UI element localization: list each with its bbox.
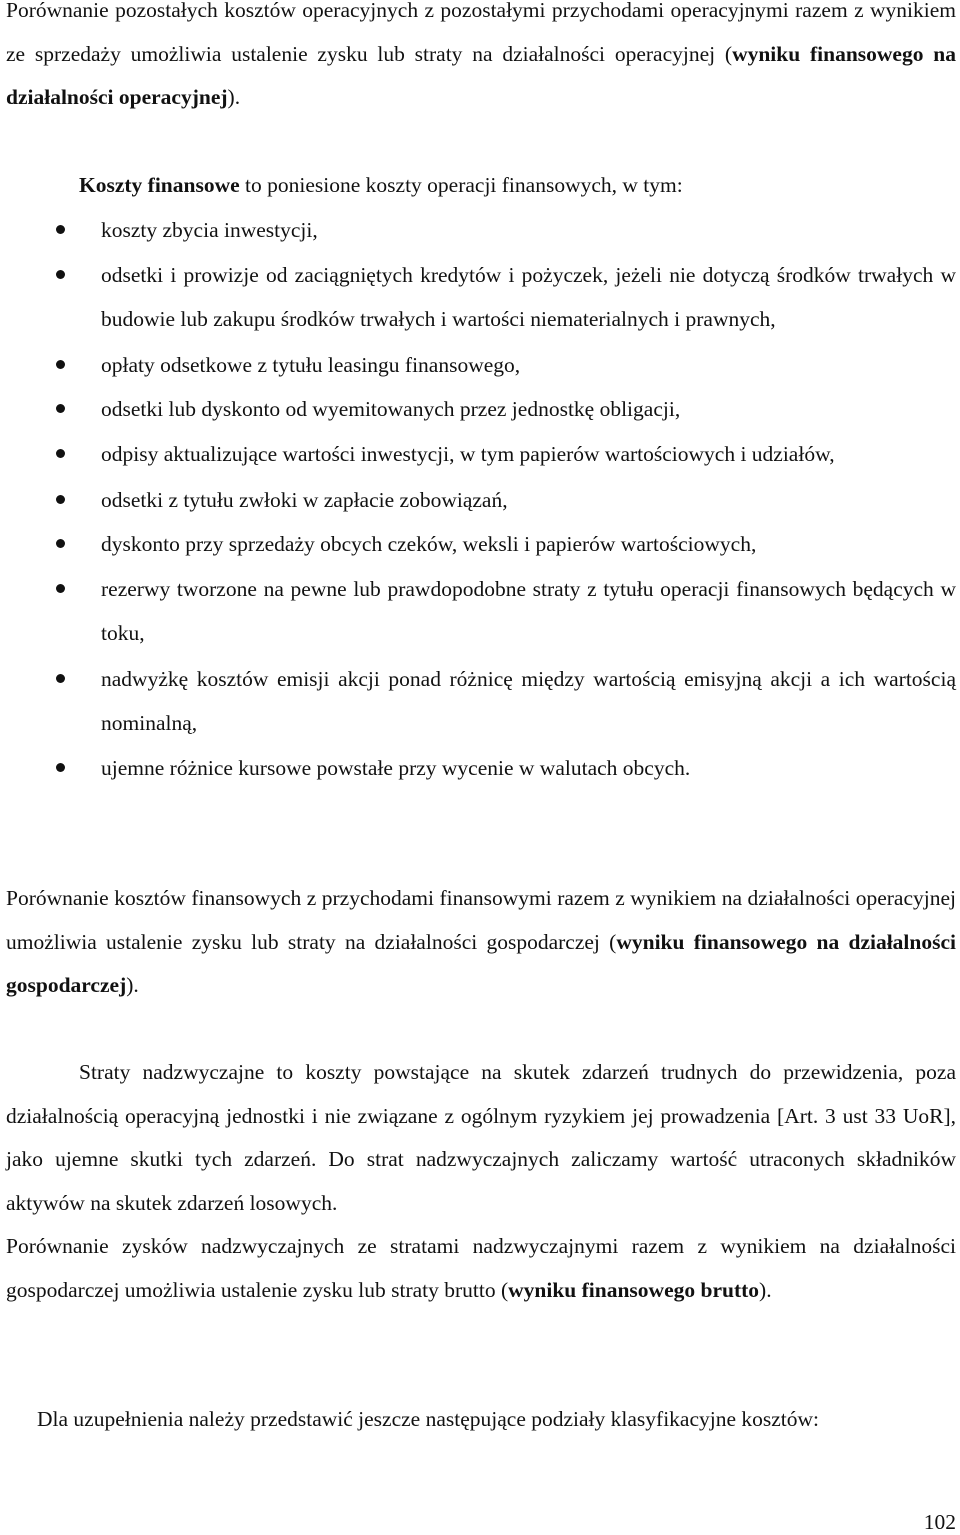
paragraph-business-result <box>6 877 956 1008</box>
bold-term: wyniku finansowego brutto <box>508 1277 760 1302</box>
paragraph-text: Porównanie kosztów finansowych z przychodami finansowymi razem z wynikiem na działalności operacyjnej umożliwia ustalenie zysku lub straty na działalności gospodarczej ( <box>6 886 956 954</box>
list-item <box>0 567 956 655</box>
list-item-text: odpisy aktualizujące wartości inwestycji, w tym papierów wartościowych i udziałów, <box>101 442 835 466</box>
bullet-icon <box>56 225 65 234</box>
bullet-icon <box>56 270 65 279</box>
list-item-text: rezerwy tworzone na pewne lub prawdopodobne straty z tytułu operacji finansowych będących w toku, <box>101 577 956 645</box>
list-item-text: nadwyżkę kosztów emisji akcji ponad różnicę między wartością emisyjną akcji a ich wartością nominalną, <box>101 667 956 735</box>
list-item-text: odsetki z tytułu zwłoki w zapłacie zobowiązań, <box>101 488 508 512</box>
paragraph-operating-result <box>6 0 956 120</box>
paragraph-text: Porównanie zysków nadzwyczajnych ze stratami nadzwyczajnymi razem z wynikiem na działalności gospodarczej umożliwia ustalenie zysku lub straty brutto ( <box>6 1234 956 1302</box>
page-number: 102 <box>923 1510 956 1534</box>
bullet-icon <box>56 674 65 683</box>
list-item <box>0 657 956 745</box>
list-item <box>0 253 956 341</box>
bullet-icon <box>56 404 65 413</box>
paragraph-text-end: ). <box>126 973 139 997</box>
list-item-text: opłaty odsetkowe z tytułu leasingu finansowego, <box>101 353 521 377</box>
paragraph-text: Porównanie pozostałych kosztów operacyjnych z pozostałymi przychodami operacyjnymi razem z wynikiem ze sprzedaży umożliwia ustalenie zysku lub straty na działalności operacyjnej ( <box>6 0 956 66</box>
bullet-icon <box>56 360 65 369</box>
bold-term: Koszty finansowe <box>79 173 240 197</box>
bullet-icon <box>56 449 65 458</box>
bullet-icon <box>56 584 65 593</box>
intro-text: to poniesione koszty operacji finansowych, w tym: <box>239 173 683 197</box>
list-item <box>0 522 956 566</box>
financial-costs-list <box>0 208 956 790</box>
bullet-icon <box>56 763 65 772</box>
list-item-text: odsetki lub dyskonto od wyemitowanych przez jednostkę obligacji, <box>101 397 681 421</box>
list-item <box>0 343 956 387</box>
bold-term: wyniku finansowego na działalności operacyjnej <box>6 41 956 109</box>
paragraph-text: Straty nadzwyczajne to koszty powstające na skutek zdarzeń trudnych do przewidzenia, poza działalnością operacyjną jednostki i nie związane z ogólnym ryzykiem jej prowadzenia [Art. 3 ust 33 UoR], jako ujemne skutki tych zdarzeń. Do strat nadzwyczajnych zaliczamy wartość utraconych składników aktywów na skutek zdarzeń losowych. <box>6 1060 956 1215</box>
paragraph-text-end: ). <box>759 1277 772 1302</box>
paragraph-text-end: ). <box>227 85 241 109</box>
list-item <box>0 478 956 522</box>
list-item <box>0 746 956 790</box>
financial-costs-intro <box>79 163 949 207</box>
list-item-text: ujemne różnice kursowe powstałe przy wycenie w walutach obcych. <box>101 756 691 780</box>
list-item-text: koszty zbycia inwestycji, <box>101 218 318 242</box>
paragraph-text: Dla uzupełnienia należy przedstawić jeszcze następujące podziały klasyfikacyjne kosztów: <box>37 1407 820 1431</box>
list-item <box>0 387 956 431</box>
list-item <box>0 208 956 252</box>
bullet-icon <box>56 495 65 504</box>
list-item <box>0 432 956 476</box>
bold-term: wyniku finansowego na działalności gospodarczej <box>6 929 956 997</box>
paragraph-extraordinary-losses <box>6 1051 956 1225</box>
list-item-text: dyskonto przy sprzedaży obcych czeków, weksli i papierów wartościowych, <box>101 532 757 556</box>
paragraph-gross-result <box>6 1225 956 1312</box>
list-item-text: odsetki i prowizje od zaciągniętych kredytów i pożyczek, jeżeli nie dotyczą środków trwałych w budowie lub zakupu środków trwałych i wartości niematerialnych i prawnych, <box>101 263 956 331</box>
paragraph-classification-note <box>37 1398 956 1442</box>
bullet-icon <box>56 539 65 548</box>
